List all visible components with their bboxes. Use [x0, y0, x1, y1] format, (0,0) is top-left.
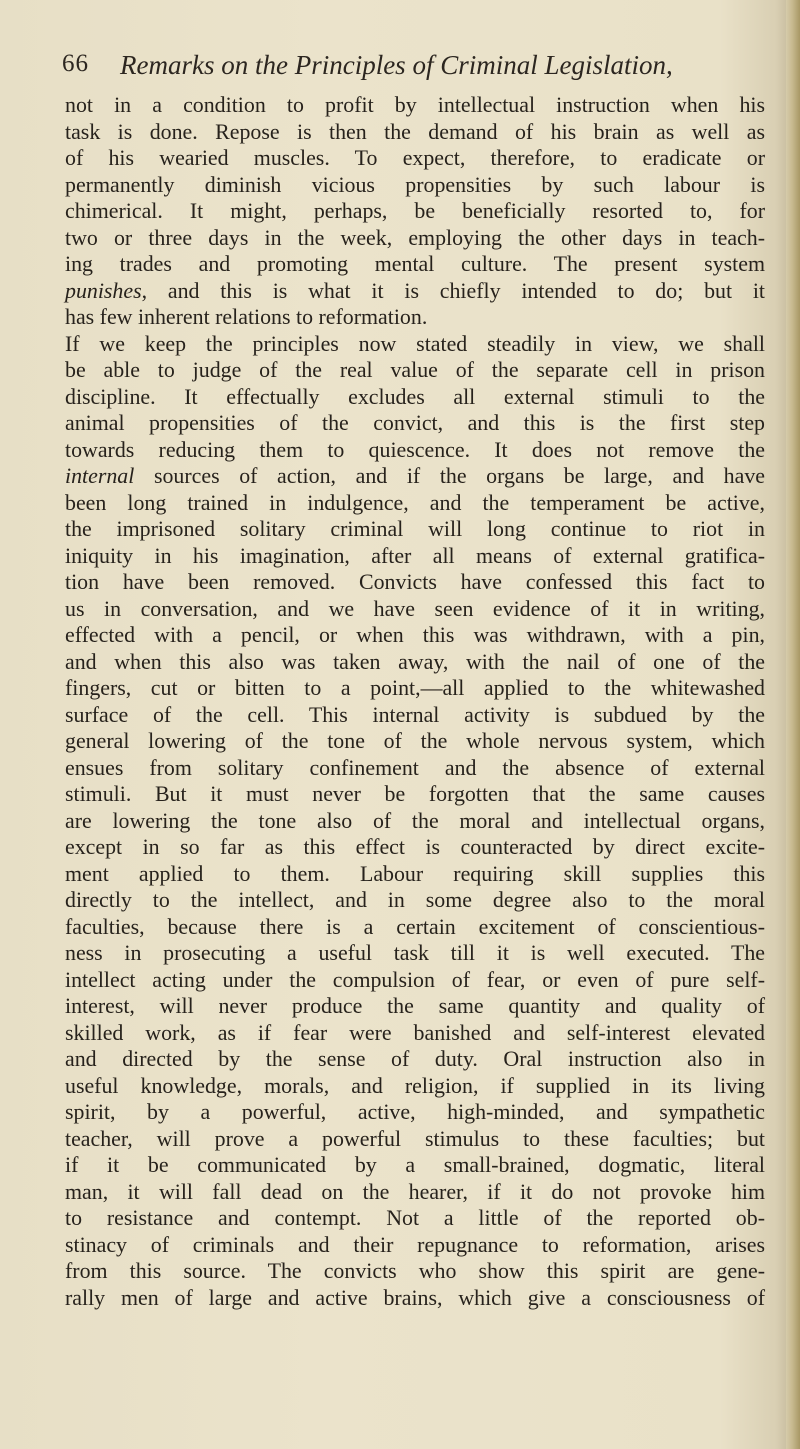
text-line: ing trades and promoting mental culture. The present system	[65, 251, 765, 276]
text-line: fingers, cut or bitten to a point,—all applied to the whitewashed	[65, 675, 765, 700]
text-line: If we keep the principles now stated steadily in view, we shall	[65, 330, 765, 356]
text-line: towards reducing them to quiescence. It does not remove the	[65, 436, 765, 462]
text-line: skilled work, as if fear were banished and self-interest elevated	[65, 1019, 765, 1045]
text-line: internal sources of action, and if the organs be large, and have	[65, 463, 765, 488]
text-line: chimerical. It might, perhaps, be beneficially resorted to, for	[65, 198, 765, 223]
page-edge	[786, 0, 800, 1449]
text-line: and when this also was taken away, with the nail of one of the	[65, 648, 765, 674]
body-text	[65, 92, 765, 1311]
text-line: two or three days in the week, employing the other days in teach-	[65, 224, 765, 250]
text-line: from this source. The convicts who show this spirit are gene-	[65, 1258, 765, 1283]
text-line: surface of the cell. This internal activity is subdued by the	[65, 701, 765, 727]
text-line: useful knowledge, morals, and religion, if supplied in its living	[65, 1072, 765, 1098]
text-line: effected with a pencil, or when this was withdrawn, with a pin,	[65, 622, 765, 647]
text-line: ness in prosecuting a useful task till it is well executed. The	[65, 940, 765, 965]
text-line: discipline. It effectually excludes all external stimuli to the	[65, 383, 765, 409]
italic-word: internal	[65, 463, 135, 488]
text-line: punishes, and this is what it is chiefly intended to do; but it	[65, 277, 765, 303]
text-line: are lowering the tone also of the moral and intellectual organs,	[65, 807, 765, 833]
text-line: rally men of large and active brains, which give a consciousness of	[65, 1284, 765, 1310]
text-line: man, it will fall dead on the hearer, if it do not provoke him	[65, 1178, 765, 1204]
italic-word: punishes	[65, 277, 142, 303]
text-line: interest, will never produce the same quantity and quality of	[65, 993, 765, 1018]
text-line: task is done. Repose is then the demand of his brain as well as	[65, 118, 765, 144]
text-line: us in conversation, and we have seen evidence of it in writing,	[65, 595, 765, 621]
text-line: general lowering of the tone of the whole nervous system, which	[65, 728, 765, 753]
text-line: not in a condition to profit by intellectual instruction when his	[65, 92, 765, 117]
text-line: directly to the intellect, and in some degree also to the moral	[65, 887, 765, 912]
text-line: to resistance and contempt. Not a little of the reported ob-	[65, 1205, 765, 1230]
text-line: stimuli. But it must never be forgotten that the same causes	[65, 781, 765, 806]
text-line: ment applied to them. Labour requiring skill supplies this	[65, 860, 765, 886]
text-line: be able to judge of the real value of the separate cell in prison	[65, 357, 765, 382]
page-header	[62, 50, 762, 90]
text-line: teacher, will prove a powerful stimulus to these faculties; but	[65, 1125, 765, 1151]
running-title: Remarks on the Principles of Criminal Legislation,	[120, 50, 673, 80]
text-line: if it be communicated by a small-brained, dogmatic, literal	[65, 1152, 765, 1177]
text-line: permanently diminish vicious propensities by such labour is	[65, 171, 765, 197]
text-line: ensues from solitary confinement and the absence of external	[65, 754, 765, 780]
text-line: faculties, because there is a certain excitement of conscientious-	[65, 913, 765, 939]
text-line: of his wearied muscles. To expect, therefore, to eradicate or	[65, 145, 765, 170]
text-line: been long trained in indulgence, and the temperament be active,	[65, 489, 765, 515]
text-line: iniquity in his imagination, after all means of external gratifica-	[65, 542, 765, 568]
text-line: tion have been removed. Convicts have confessed this fact to	[65, 569, 765, 594]
text-line: except in so far as this effect is counteracted by direct excite-	[65, 834, 765, 859]
text-line: the imprisoned solitary criminal will long continue to riot in	[65, 516, 765, 541]
text-line: stinacy of criminals and their repugnance to reformation, arises	[65, 1231, 765, 1257]
text-line: intellect acting under the compulsion of fear, or even of pure self-	[65, 966, 765, 992]
text-line: spirit, by a powerful, active, high-minded, and sympathetic	[65, 1099, 765, 1124]
text-line: and directed by the sense of duty. Oral instruction also in	[65, 1046, 765, 1071]
text-line: animal propensities of the convict, and this is the first step	[65, 410, 765, 435]
text-line: has few inherent relations to reformation.	[65, 304, 428, 329]
page-number: 66	[62, 50, 89, 77]
